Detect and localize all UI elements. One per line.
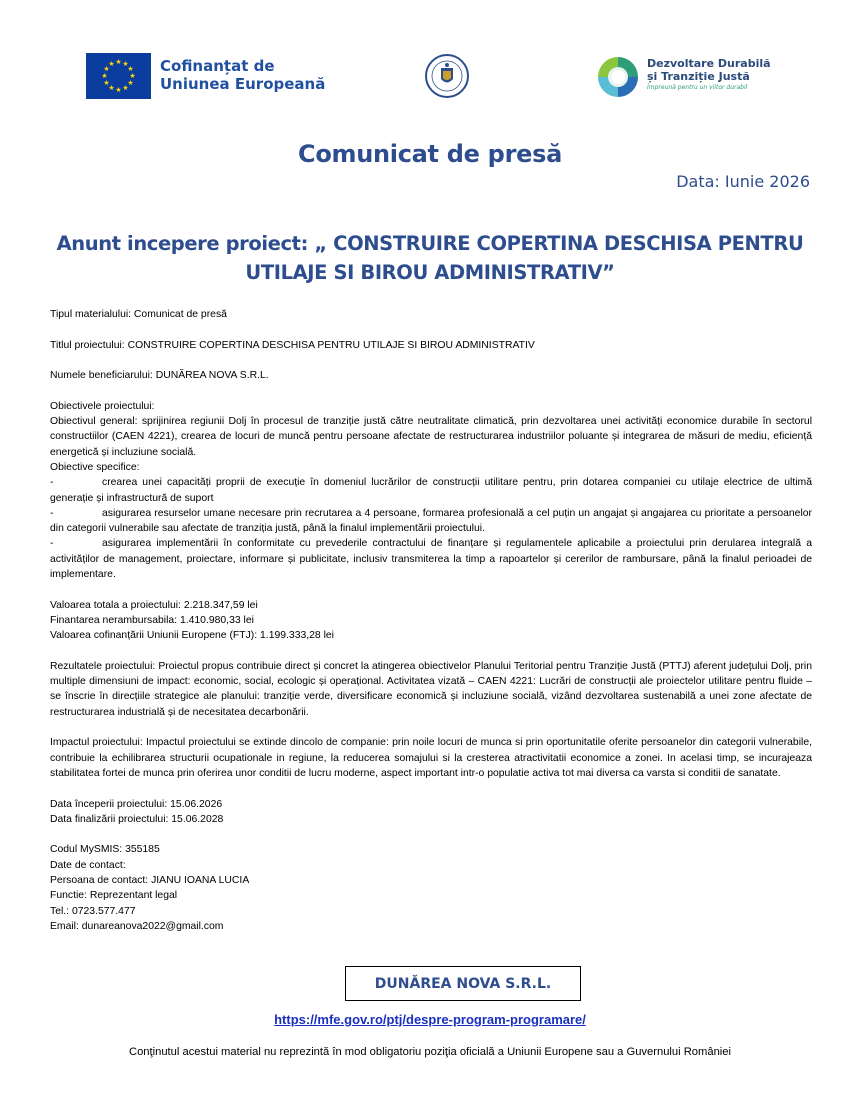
document-title: Comunicat de presă [298, 140, 562, 168]
specific-objective-text: crearea unei capacități proprii de execuție în domeniul lucrărilor de construcții utilitare pentru, prin dotarea companiei cu utilaje electrice de ultimă generație și infrastructură de suport [50, 477, 812, 504]
svg-text:★: ★ [103, 65, 110, 73]
specific-objectives-heading: Obiective specifice: [50, 461, 140, 473]
contact-person: Persoana de contact: JIANU IOANA LUCIA [50, 874, 250, 886]
project-title: Titlul proiectului: CONSTRUIRE COPERTINA DESCHISA PENTRU UTILAJE SI BIROU ADMINISTRATIV [50, 339, 535, 351]
headline-line2: UTILAJE SI BIROU ADMINISTRATIV” [245, 261, 615, 284]
eu-logo-line1: Cofinanțat de [160, 57, 275, 75]
start-date: Data începerii proiectului: 15.06.2026 [50, 798, 223, 810]
svg-text:★: ★ [108, 84, 115, 92]
svg-text:★: ★ [101, 72, 108, 80]
specific-objective-text: asigurarea resurselor umane necesare prin recrutarea a 4 persoane, formarea profesională a cel puțin un angajat și angajarea cu prioritate a persoanelor din categorii vulnerabile sau afectate de tranziția justă, până la finalul implementării proiectului. [50, 507, 812, 535]
bullet-dash: - [50, 538, 54, 550]
dezvoltare-durabila-logo-icon [596, 55, 640, 99]
svg-text:★: ★ [108, 60, 115, 68]
material-type: Tipul materialului: Comunicat de presă [50, 309, 227, 320]
program-link[interactable]: https://mfe.gov.ro/ptj/despre-program-programare/ [274, 1012, 586, 1027]
specific-objective-2 [50, 506, 812, 537]
disclaimer: Conţinutul acestui material nu reprezintă în mod obligatoriu poziţia oficială a Uniunii Europene sau a Guvernului României [129, 1046, 731, 1058]
objectives-heading: Obiectivele proiectului: [50, 400, 155, 412]
company-name-box: DUNĂREA NOVA S.R.L. [345, 966, 581, 1001]
document-date: Data: Iunie 2026 [676, 172, 810, 191]
beneficiary-name: Numele beneficiarului: DUNĂREA NOVA S.R.L. [50, 370, 269, 382]
press-release-body [50, 307, 812, 934]
contact-email: Email: dunareanova2022@gmail.com [50, 920, 224, 932]
contact-function: Functie: Reprezentant legal [50, 890, 178, 902]
svg-text:★: ★ [122, 60, 129, 68]
svg-text:★: ★ [129, 72, 136, 80]
eu-cofinancing-label [160, 57, 325, 93]
bullet-dash: - [50, 507, 54, 519]
program-logo-line1: Dezvoltare Durabilă [647, 57, 771, 70]
eu-cofinancing-value: Valoarea cofinanțării Uniunii Europene (FTJ): 1.199.333,28 lei [50, 630, 334, 642]
end-date: Data finalizării proiectului: 15.06.2028 [50, 813, 224, 825]
svg-text:★: ★ [127, 79, 134, 87]
specific-objective-text: asigurarea implementării în conformitate cu prevederile contractului de finanțare și regulamentele aplicabile a proiectului prin derularea integrală a activităților de management, proiectare, informare și publicitate, inclusiv transmiterea la timp a rapoartelor și cererilor de rambursare, până la finalul perioadei de implementare. [50, 538, 812, 581]
program-logo-tagline: Împreună pentru un viitor durabil [647, 84, 748, 91]
headline-line1: Anunt incepere proiect: „ CONSTRUIRE COPERTINA DESCHISA PENTRU [56, 232, 804, 255]
project-impact: Impactul proiectului: Impactul proiectului se extinde dincolo de companie: prin noile locuri de munca si prin oportunitatile oferite persoanelor din categorii vulnerabile, contribuie la echilibrarea structurii ocupationale in regiune, la reducerea somajului si la cresterea atractivitatii economice a zonei. In acelasi timp, se incurajeaza stabilitatea fortei de munca prin oferirea unor conditii de lucru moderne, aspect important intr-o populatie activa tot mai diversa ca varsta si conditii de sanatate. [50, 737, 812, 779]
svg-text:★: ★ [103, 79, 110, 87]
project-results: Rezultatele proiectului: Proiectul propus contribuie direct și concret la atingerea obiectivelor Planului Teritorial pentru Tranziție Justă (PTTJ) aferent județului Dolj, prin multiple dimensiuni de impact: economic, social, ecologic și operațional. Activitatea vizată – CAEN 4221: Lucrări de construcții ale proiectelor utilitare pentru fluide – se înscrie în direcțiile strategice ale planului: tranziție verde, diversificare economică și incluziune socială, vizând dezvoltarea sustenabilă a unei zone afectate de restructurarea industrială și de necesitatea decarbonării. [50, 660, 812, 718]
general-objective: Obiectivul general: sprijinirea regiunii Dolj în procesul de tranziție justă către neutralitate climatică, prin dezvoltarea unei activități economice durabile în sectorul constructiilor (CAEN 4221), crearea de locuri de muncă pentru persoane afectate de restructurarea industriilor poluante și integrarea de măsuri de mediu, eficiență energetică și incluziune socială. [50, 416, 812, 458]
project-headline [40, 229, 820, 287]
eu-logo-line2: Uniunea Europeană [160, 75, 326, 93]
svg-text:★: ★ [122, 84, 129, 92]
romanian-government-crest-icon [424, 53, 470, 99]
specific-objective-3 [50, 536, 812, 582]
mysmis-code: Codul MySMIS: 355185 [50, 844, 160, 856]
non-reimbursable-funding: Finantarea nerambursabila: 1.410.980,33 lei [50, 614, 254, 626]
svg-text:★: ★ [115, 86, 122, 94]
program-logo-text [647, 57, 771, 92]
contact-phone: Tel.: 0723.577.477 [50, 905, 136, 917]
svg-text:★: ★ [127, 65, 134, 73]
eu-flag-icon [86, 53, 151, 99]
bullet-dash: - [50, 477, 54, 489]
specific-objective-1 [50, 475, 812, 506]
svg-text:★: ★ [115, 58, 122, 66]
contact-heading: Date de contact: [50, 859, 126, 871]
program-logo-line2: și Tranziție Justă [647, 70, 750, 83]
total-value: Valoarea totala a proiectului: 2.218.347,59 lei [50, 599, 258, 611]
